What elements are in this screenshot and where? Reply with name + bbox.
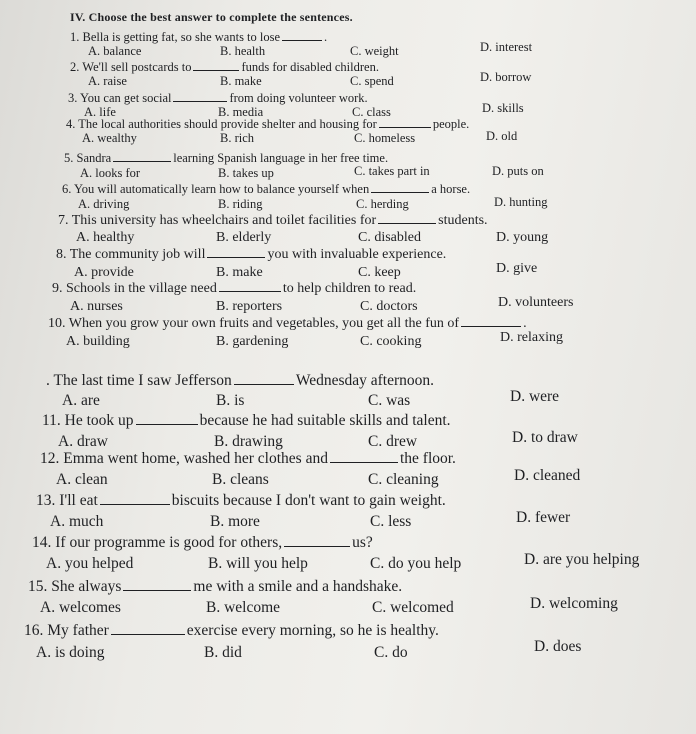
question-text-before-blank: 15. She always: [28, 578, 122, 595]
answer-blank[interactable]: [219, 290, 281, 292]
question-stem: [52, 281, 416, 297]
answer-option-d[interactable]: D. hunting: [494, 195, 548, 209]
question-text-after-blank: the floor.: [399, 450, 456, 467]
question-item: [0, 450, 696, 488]
answer-option-d[interactable]: D. give: [496, 261, 538, 276]
question-text-after-blank: a horse.: [431, 182, 471, 196]
answer-option-a[interactable]: A. balance: [88, 44, 142, 58]
question-item: [0, 622, 696, 661]
question-item: [0, 534, 696, 572]
answer-option-d[interactable]: D. skills: [482, 101, 524, 115]
answer-option-a[interactable]: A. provide: [74, 265, 134, 280]
question-text-after-blank: us?: [352, 534, 373, 551]
question-text-after-blank: because he had suitable skills and talent.: [199, 412, 451, 429]
question-text-after-blank: learning Spanish language in her free time.: [173, 151, 389, 165]
answer-option-c[interactable]: C. cooking: [360, 334, 422, 349]
answer-option-a[interactable]: A. raise: [88, 74, 127, 88]
answer-option-d[interactable]: D. volunteers: [498, 295, 574, 310]
question-text-before-blank: 13. I'll eat: [36, 492, 98, 509]
question-stem: [32, 534, 373, 552]
question-text-after-blank: to help children to read.: [282, 281, 417, 296]
answer-option-b[interactable]: B. did: [204, 644, 242, 661]
question-stem: [68, 91, 368, 106]
answer-option-d[interactable]: D. are you helping: [524, 551, 640, 568]
question-text-after-blank: you with invaluable experience.: [267, 247, 447, 262]
answer-option-c[interactable]: C. class: [352, 105, 391, 119]
question-stem: [58, 213, 488, 229]
answer-option-d[interactable]: D. does: [534, 638, 582, 655]
answer-blank[interactable]: [207, 256, 265, 258]
answer-option-c[interactable]: C. drew: [368, 433, 418, 450]
question-stem: [70, 30, 327, 45]
question-stem: [48, 316, 527, 332]
question-text-before-blank: . The last time I saw Jefferson: [46, 372, 232, 389]
answer-option-c[interactable]: C. do you help: [370, 555, 462, 572]
answer-option-a[interactable]: A. driving: [78, 197, 130, 211]
answer-option-d[interactable]: D. puts on: [492, 164, 544, 178]
question-item: [0, 117, 696, 149]
answer-option-a[interactable]: A. wealthy: [82, 131, 137, 145]
answer-option-c[interactable]: C. weight: [350, 44, 399, 58]
section-title: IV. Choose the best answer to complete the sentences.: [70, 10, 353, 24]
answer-option-c[interactable]: C. do: [374, 644, 408, 661]
answer-blank[interactable]: [123, 589, 191, 591]
question-item: [0, 60, 696, 92]
answer-option-b[interactable]: B. health: [220, 44, 266, 58]
answer-option-d[interactable]: D. welcoming: [530, 595, 618, 612]
answer-option-b[interactable]: B. reporters: [216, 299, 283, 314]
question-text-before-blank: 10. When you grow your own fruits and vegetables, you get all the fun of: [48, 316, 460, 331]
answer-blank[interactable]: [234, 383, 294, 385]
question-stem: [62, 182, 470, 197]
question-stem: [64, 151, 388, 166]
answer-option-d[interactable]: D. relaxing: [500, 330, 563, 345]
answer-option-d[interactable]: D. interest: [480, 40, 533, 54]
question-item: [0, 492, 696, 530]
question-stem: [40, 450, 456, 468]
question-text-before-blank: 6. You will automatically learn how to balance yourself when: [62, 182, 370, 196]
answer-option-a[interactable]: A. building: [66, 334, 130, 349]
question-text-after-blank: students.: [438, 213, 488, 228]
answer-option-b[interactable]: B. will you help: [208, 555, 308, 572]
answer-option-d[interactable]: D. to draw: [512, 429, 578, 446]
answer-option-b[interactable]: B. is: [216, 392, 245, 409]
answer-option-b[interactable]: B. elderly: [216, 230, 272, 245]
answer-option-b[interactable]: B. more: [210, 513, 260, 530]
answer-option-c[interactable]: C. takes part in: [354, 164, 430, 178]
question-item: [0, 578, 696, 616]
question-text-after-blank: people.: [432, 117, 470, 131]
answer-option-c[interactable]: C. doctors: [360, 299, 418, 314]
question-text-before-blank: 7. This university has wheelchairs and toilet facilities for: [58, 213, 377, 228]
answer-option-c[interactable]: C. cleaning: [368, 471, 439, 488]
answer-blank[interactable]: [330, 461, 398, 463]
answer-option-d[interactable]: D. cleaned: [514, 467, 581, 484]
question-stem: [70, 60, 379, 75]
answer-option-d[interactable]: D. fewer: [516, 509, 571, 526]
answer-option-b[interactable]: B. media: [218, 105, 264, 119]
answer-option-c[interactable]: C. disabled: [358, 230, 421, 245]
answer-blank[interactable]: [136, 423, 198, 425]
question-item: [0, 316, 696, 348]
answer-blank[interactable]: [378, 222, 436, 224]
answer-blank[interactable]: [282, 39, 322, 41]
question-text-before-blank: 1. Bella is getting fat, so she wants to lose: [70, 30, 281, 44]
answer-option-a[interactable]: A. welcomes: [40, 599, 121, 616]
question-item: [0, 151, 696, 183]
answer-option-b[interactable]: B. welcome: [206, 599, 281, 616]
answer-option-b[interactable]: B. takes up: [218, 166, 274, 180]
answer-option-a[interactable]: A. clean: [56, 471, 108, 488]
question-item: [0, 213, 696, 245]
question-item: [0, 412, 696, 450]
answer-option-a[interactable]: A. you helped: [46, 555, 134, 572]
question-text-after-blank: .: [324, 30, 328, 44]
answer-option-a[interactable]: A. is doing: [36, 644, 105, 661]
question-text-before-blank: 8. The community job will: [56, 247, 206, 262]
answer-option-b[interactable]: B. gardening: [216, 334, 289, 349]
answer-option-c[interactable]: C. less: [370, 513, 412, 530]
answer-blank[interactable]: [173, 100, 227, 102]
answer-option-a[interactable]: A. much: [50, 513, 104, 530]
answer-blank[interactable]: [461, 325, 521, 327]
question-item: [0, 30, 696, 62]
answer-option-d[interactable]: D. were: [510, 388, 560, 405]
answer-option-a[interactable]: A. life: [84, 105, 116, 119]
answer-option-a[interactable]: A. draw: [58, 433, 108, 450]
answer-option-c[interactable]: C. was: [368, 392, 411, 409]
question-text-before-blank: 14. If our programme is good for others,: [32, 534, 283, 551]
question-text-before-blank: 12. Emma went home, washed her clothes and: [40, 450, 328, 467]
question-text-before-blank: 3. You can get social: [68, 91, 172, 105]
question-text-before-blank: 11. He took up: [42, 412, 134, 429]
question-text-after-blank: .: [523, 316, 527, 331]
question-text-before-blank: 4. The local authorities should provide shelter and housing for: [66, 117, 377, 131]
answer-option-a[interactable]: A. looks for: [80, 166, 141, 180]
answer-blank[interactable]: [379, 126, 431, 128]
question-text-after-blank: from doing volunteer work.: [229, 91, 368, 105]
question-stem: [46, 372, 434, 390]
answer-blank[interactable]: [284, 545, 350, 547]
question-stem: [24, 622, 439, 640]
question-stem: [66, 117, 469, 132]
answer-option-c[interactable]: C. herding: [356, 197, 409, 211]
question-text-before-blank: 5. Sandra: [64, 151, 112, 165]
question-text-after-blank: exercise every morning, so he is healthy.: [186, 622, 439, 639]
answer-blank[interactable]: [100, 503, 170, 505]
answer-blank[interactable]: [111, 633, 185, 635]
question-item: [0, 247, 696, 279]
question-text-after-blank: Wednesday afternoon.: [295, 372, 435, 389]
answer-option-b[interactable]: B. riding: [218, 197, 263, 211]
answer-blank[interactable]: [113, 160, 171, 162]
answer-option-b[interactable]: B. rich: [220, 131, 255, 145]
question-text-after-blank: me with a smile and a handshake.: [193, 578, 403, 595]
answer-option-a[interactable]: A. nurses: [70, 299, 123, 314]
answer-option-b[interactable]: B. make: [216, 265, 263, 280]
answer-option-c[interactable]: C. spend: [350, 74, 394, 88]
answer-blank[interactable]: [371, 191, 429, 193]
question-text-before-blank: 9. Schools in the village need: [52, 281, 217, 296]
answer-option-d[interactable]: D. old: [486, 129, 518, 143]
question-item: [0, 281, 696, 313]
answer-option-b[interactable]: B. make: [220, 74, 262, 88]
answer-option-a[interactable]: A. are: [62, 392, 100, 409]
answer-option-b[interactable]: B. drawing: [214, 433, 283, 450]
answer-blank[interactable]: [193, 69, 239, 71]
question-stem: [42, 412, 451, 430]
question-text-after-blank: funds for disabled children.: [241, 60, 379, 74]
question-stem: [56, 247, 446, 263]
question-item: [0, 182, 696, 214]
answer-option-c[interactable]: C. homeless: [354, 131, 416, 145]
question-item: [0, 372, 696, 409]
question-text-before-blank: 16. My father: [24, 622, 109, 639]
question-stem: [28, 578, 402, 596]
question-stem: [36, 492, 446, 510]
answer-option-c[interactable]: C. keep: [358, 265, 401, 280]
answer-option-b[interactable]: B. cleans: [212, 471, 269, 488]
answer-option-d[interactable]: D. borrow: [480, 70, 532, 84]
question-text-before-blank: 2. We'll sell postcards to: [70, 60, 192, 74]
question-text-after-blank: biscuits because I don't want to gain weight.: [171, 492, 446, 509]
answer-option-a[interactable]: A. healthy: [76, 230, 135, 245]
answer-option-d[interactable]: D. young: [496, 230, 549, 245]
answer-option-c[interactable]: C. welcomed: [372, 599, 454, 616]
